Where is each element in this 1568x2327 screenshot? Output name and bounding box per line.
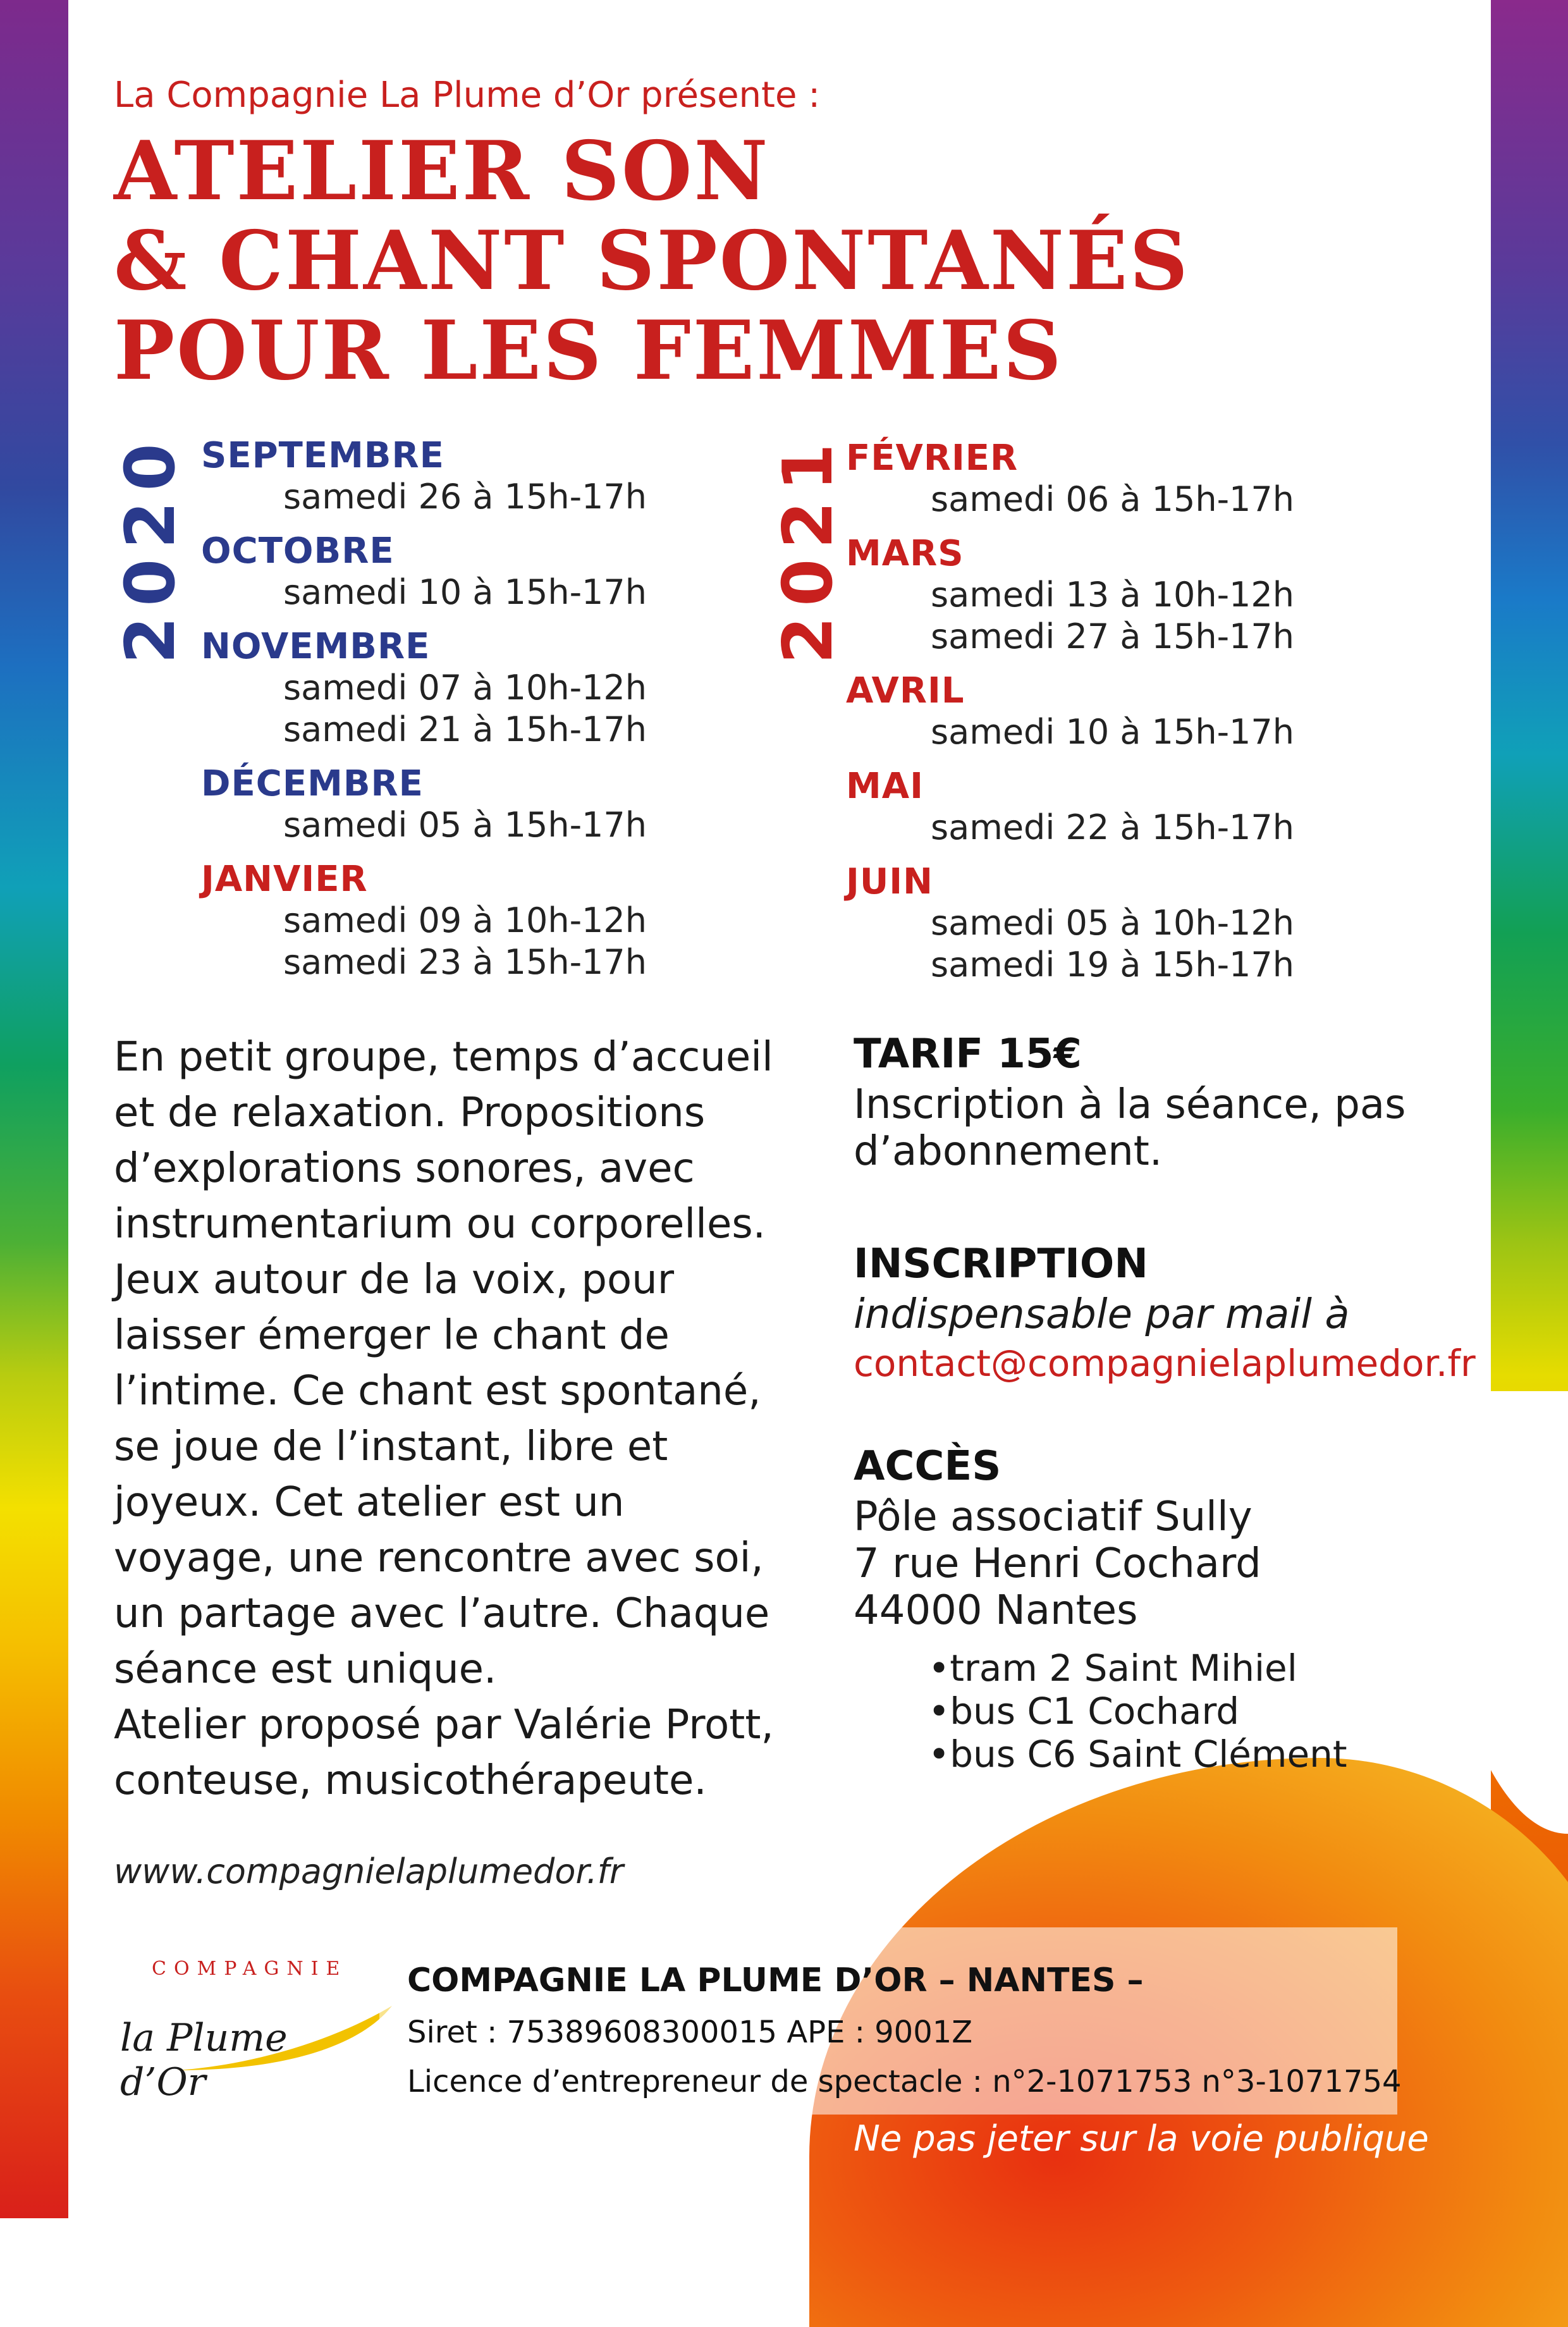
description-line: un partage avec l’autre. Chaque bbox=[114, 1590, 770, 1637]
session: samedi 27 à 15h-17h bbox=[931, 617, 1294, 656]
tarif-line: Inscription à la séance, pas bbox=[854, 1081, 1406, 1128]
session: samedi 09 à 10h-12h bbox=[283, 900, 647, 940]
acces-heading: ACCÈS bbox=[854, 1443, 1001, 1490]
month-label: SEPTEMBRE bbox=[201, 435, 444, 476]
description-line: laisser émerger le chant de bbox=[114, 1312, 670, 1359]
year-2021-label: 2021 bbox=[769, 433, 848, 664]
year-2020-label: 2020 bbox=[111, 433, 190, 664]
description-line: joyeux. Cet atelier est un bbox=[114, 1479, 625, 1526]
tarif-heading: TARIF 15€ bbox=[854, 1031, 1082, 1078]
description-line: conteuse, musicothérapeute. bbox=[114, 1757, 707, 1804]
website-link[interactable]: www.compagnielaplumedor.fr bbox=[114, 1851, 623, 1891]
transport-text: tram 2 Saint Mihiel bbox=[950, 1647, 1297, 1690]
page-title bbox=[114, 126, 1190, 396]
logo-company-word: COMPAGNIE bbox=[152, 1958, 348, 1980]
session: samedi 05 à 15h-17h bbox=[283, 805, 647, 845]
logo-script-text: la Plume d’Or bbox=[120, 2016, 288, 2104]
session: samedi 19 à 15h-17h bbox=[931, 945, 1294, 985]
session: samedi 22 à 15h-17h bbox=[931, 807, 1294, 847]
address-line: Pôle associatif Sully bbox=[854, 1494, 1253, 1540]
tarif-line: d’abonnement. bbox=[854, 1128, 1163, 1175]
footer-notice: Ne pas jeter sur la voie publique bbox=[854, 2118, 1429, 2159]
month-label: OCTOBRE bbox=[201, 531, 395, 572]
footer-company-name: COMPAGNIE LA PLUME D’OR – NANTES – bbox=[407, 1962, 1144, 1999]
month-label: AVRIL bbox=[846, 670, 965, 711]
description-line: voyage, une rencontre avec soi, bbox=[114, 1535, 764, 1581]
inscription-section bbox=[854, 1241, 1486, 1385]
session: samedi 26 à 15h-17h bbox=[283, 477, 647, 517]
month-label: DÉCEMBRE bbox=[201, 763, 424, 804]
rainbow-border-left bbox=[0, 0, 68, 2218]
transport-item: •bus C1 Cochard bbox=[928, 1690, 1240, 1733]
session: samedi 10 à 15h-17h bbox=[283, 572, 647, 612]
month-label: MARS bbox=[846, 533, 964, 574]
month-label: MAI bbox=[846, 766, 924, 807]
inscription-heading: INSCRIPTION bbox=[854, 1241, 1148, 1287]
description-line: séance est unique. bbox=[114, 1646, 497, 1693]
month-label: JUIN bbox=[846, 861, 934, 902]
description bbox=[114, 1029, 835, 1808]
description-line: En petit groupe, temps d’accueil bbox=[114, 1034, 773, 1081]
session: samedi 21 à 15h-17h bbox=[283, 709, 647, 749]
description-line: Atelier proposé par Valérie Prott, bbox=[114, 1702, 774, 1748]
month-label: FÉVRIER bbox=[846, 438, 1019, 479]
session: samedi 07 à 10h-12h bbox=[283, 668, 647, 708]
description-line: d’explorations sonores, avec bbox=[114, 1145, 695, 1192]
title-line: POUR LES FEMMES bbox=[114, 304, 1063, 398]
schedule-2020 bbox=[201, 435, 647, 983]
session: samedi 05 à 10h-12h bbox=[931, 903, 1294, 943]
month-label: JANVIER bbox=[201, 859, 368, 900]
schedule-2021 bbox=[846, 438, 1294, 986]
transport-text: bus C6 Saint Clément bbox=[950, 1733, 1347, 1776]
session: samedi 10 à 15h-17h bbox=[931, 712, 1294, 752]
description-line: Jeux autour de la voix, pour bbox=[114, 1256, 674, 1303]
address-line: 44000 Nantes bbox=[854, 1587, 1138, 1634]
footer-licence: Licence d’entrepreneur de spectacle : n°2-1071753 n°3-1071754 bbox=[407, 2064, 1402, 2099]
presents-line: La Compagnie La Plume d’Or présente : bbox=[114, 75, 821, 116]
session: samedi 06 à 15h-17h bbox=[931, 479, 1294, 519]
email-link[interactable]: contact@compagnielaplumedor.fr bbox=[854, 1342, 1476, 1385]
description-line: l’intime. Ce chant est spontané, bbox=[114, 1368, 761, 1415]
session: samedi 23 à 15h-17h bbox=[283, 942, 647, 982]
tarif-section bbox=[854, 1031, 1479, 1175]
transport-item: •tram 2 Saint Mihiel bbox=[928, 1647, 1297, 1690]
title-line: & CHANT SPONTANÉS bbox=[114, 214, 1190, 309]
company-logo bbox=[114, 1958, 379, 2104]
transport-item: •bus C6 Saint Clément bbox=[928, 1733, 1347, 1776]
acces-section bbox=[854, 1443, 1479, 1776]
address-line: 7 rue Henri Cochard bbox=[854, 1540, 1261, 1587]
session: samedi 13 à 10h-12h bbox=[931, 575, 1294, 615]
title-line: ATELIER SON bbox=[114, 124, 770, 219]
transport-list bbox=[854, 1647, 1479, 1776]
description-line: et de relaxation. Propositions bbox=[114, 1090, 706, 1136]
transport-text: bus C1 Cochard bbox=[950, 1690, 1240, 1733]
description-line: se joue de l’instant, libre et bbox=[114, 1423, 668, 1470]
inscription-note: indispensable par mail à bbox=[854, 1291, 1350, 1338]
month-label: NOVEMBRE bbox=[201, 626, 431, 667]
footer-siret: Siret : 75389608300015 APE : 9001Z bbox=[407, 2015, 973, 2050]
description-line: instrumentarium ou corporelles. bbox=[114, 1201, 766, 1248]
